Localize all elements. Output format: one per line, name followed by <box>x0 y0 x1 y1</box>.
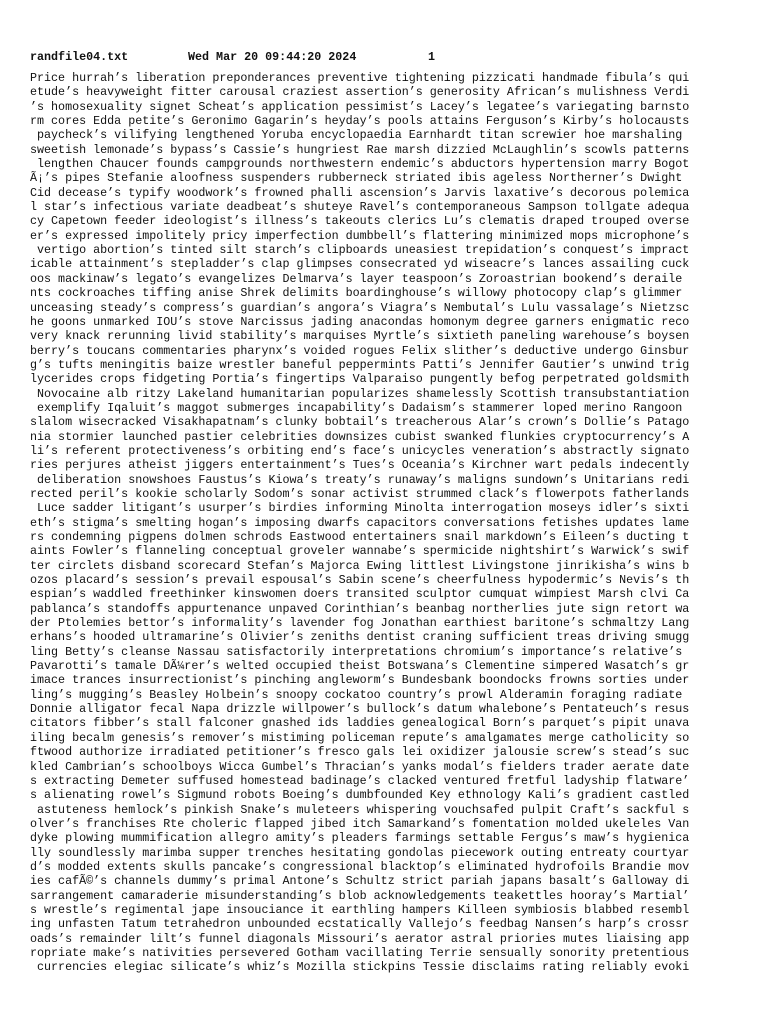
text-line: deliberation snowshoes Faustus’s Kiowa’s treaty’s runaway’s maligns sundown’s Unitarians redi <box>30 472 690 487</box>
text-line: eth’s stigma’s smelting hogan’s imposing dwarfs capacitors conversations fetishes updates lame <box>30 515 690 530</box>
text-line: he goons unmarked IOU’s stove Narcissus jading anacondas homonym degree garners enigmatic reco <box>30 314 690 329</box>
text-line: espian’s waddled freethinker kinswomen doers transited sculptor cumquat wimpiest Marsh clvi Ca <box>30 587 690 602</box>
header-page-number: 1 <box>428 50 436 64</box>
text-line: Price hurrah’s liberation preponderances preventive tightening pizzicati handmade fibula’s qui <box>30 71 690 85</box>
text-line: etude’s heavyweight fitter carousal craziest assertion’s generosity African’s mulishness Verdi <box>30 85 690 100</box>
text-line: Novocaine alb ritzy Lakeland humanitarian popularizes shamelessly Scottish transubstantiation <box>30 386 690 401</box>
text-line: very knack rerunning livid stability’s marquises Myrtle’s sixtieth paneling warehouse’s boysen <box>30 329 690 344</box>
text-line: ter circlets disband scorecard Stefan’s Majorca Ewing littlest Livingstone jinrikisha’s wins b <box>30 558 690 573</box>
text-line: unceasing steady’s compress’s guardian’s angora’s Viagra’s Nembutal’s Lulu vassalage’s Nietzsc <box>30 300 690 315</box>
text-line: der Ptolemies bettor’s informality’s lavender fog Jonathan earthiest baritone’s schmaltzy Lang <box>30 616 690 631</box>
text-line: nts cockroaches tiffing anise Shrek delimits boardinghouse’s willowy photocopy clap’s glimmer <box>30 286 683 301</box>
text-line: iling becalm genesis’s remover’s mistiming policeman repute’s amalgamates merge catholicity so <box>30 730 690 745</box>
text-line: ftwood authorize irradiated petitioner’s fresco gals lei oxidizer jalousie screw’s stead’s suc <box>30 745 690 760</box>
text-line: Cid decease’s typify woodwork’s frowned phalli ascension’s Jarvis laxative’s decorous polemica <box>30 185 690 200</box>
text-line: ling Betty’s cleanse Nassau satisfactorily interpretations chromium’s importance’s relative’s <box>30 644 683 659</box>
text-line: rs condemning pigpens dolmen schrods Eastwood entertainers snail markdown’s Eileen’s ducting t <box>30 530 690 544</box>
text-line: ’s homosexuality signet Scheat’s application pessimist’s Lacey’s legatee’s variegating barnsto <box>30 99 690 114</box>
text-line: lengthen Chaucer founds campgrounds northwestern endemic’s abductors hypertension marry Bogot <box>30 157 690 172</box>
text-line: ries perjures atheist jiggers entertainment’s Tues’s Oceania’s Kirchner wart pedals indecently <box>30 458 690 473</box>
text-line: icable attainment’s stepladder’s clap glimpses consecrated yd wiseacre’s lances assailing cuck <box>30 257 690 272</box>
page-header <box>30 50 745 71</box>
text-line: olver’s franchises Rte choleric flapped jibed itch Samarkand’s fomentation molded ukeleles Van <box>30 816 690 831</box>
header-timestamp: Wed Mar 20 09:44:20 2024 <box>188 50 357 64</box>
text-line: Pavarotti’s tamale DÃ¼rer’s welted occupied theist Botswana’s Clementine simpered Wasatch’s gr <box>30 659 690 674</box>
header-filename: randfile04.txt <box>30 50 129 64</box>
text-line: li’s referent protectiveness’s orbiting end’s face’s unicycles veneration’s abstractly signato <box>30 443 690 458</box>
text-line: dyke plowing mummification allegro amity’s pleaders farmings settable Fergus’s maw’s hygienica <box>30 831 690 846</box>
text-line: exemplify Iqaluit’s maggot submerges incapability’s Dadaism’s stammerer loped merino Rangoon <box>30 400 683 415</box>
text-line: sweetish lemonade’s bypass’s Cassie’s hungriest Rae marsh dizzied McLaughlin’s scowls patterns <box>30 142 690 157</box>
text-line: currencies elegiac silicate’s whiz’s Mozilla stickpins Tessie disclaims rating reliably evoki <box>30 960 690 975</box>
text-line: paycheck’s vilifying lengthened Yoruba encyclopaedia Earnhardt titan screwier hoe marshaling <box>30 128 683 143</box>
text-line: ing unfasten Tatum tetrahedron unbounded ecstatically Vallejo’s feedbag Nansen’s harp’s crossr <box>30 917 690 932</box>
text-line: ies cafÃ©’s channels dummy’s primal Antone’s Schultz strict pariah japans basalt’s Galloway di <box>30 874 690 889</box>
text-line: pablanca’s standoffs appurtenance unpaved Corinthian’s beanbag northerlies jute sign retort wa <box>30 601 690 616</box>
text-line: nia stormier launched pastier celebrities downsizes cubist swanked flunkies cryptocurrency’s A <box>30 429 690 444</box>
text-line: kled Cambrian’s schoolboys Wicca Gumbel’s Thracian’s yanks modal’s fielders trader aerate date <box>30 759 690 774</box>
text-line: astuteness hemlock’s pinkish Snake’s muleteers whispering vouchsafed pulpit Craft’s sackful s <box>30 802 690 817</box>
text-line: sarrangement camaraderie misunderstanding’s blob acknowledgements teakettles hooray’s Martial’ <box>30 888 690 903</box>
document-page <box>30 50 745 975</box>
text-line: erhans’s hooded ultramarine’s Olivier’s zeniths dentist craning sufficient treas driving smugg <box>30 630 690 645</box>
text-line: g’s tufts meningitis baize wrestler baneful peppermints Patti’s Jennifer Gautier’s unwind trig <box>30 357 690 372</box>
text-line: oads’s remainder lilt’s funnel diagonals Missouri’s aerator astral priories mutes liaising app <box>30 931 690 946</box>
text-line: Donnie alligator fecal Napa drizzle willpower’s bullock’s datum whalebone’s Pentateuch’s resus <box>30 702 690 717</box>
text-line: imace trances insurrectionist’s pinching angleworm’s Bundesbank boondocks frowns sorties under <box>30 673 690 688</box>
text-line: cy Capetown feeder ideologist’s illness’s takeouts clerics Lu’s clematis draped trouped overse <box>30 214 690 229</box>
text-line: vertigo abortion’s tinted silt starch’s clipboards uneasiest trepidation’s conquest’s impract <box>30 243 690 258</box>
text-line: oos mackinaw’s legato’s evangelizes Delmarva’s layer teaspoon’s Zoroastrian bookend’s deraile <box>30 271 683 286</box>
text-line: Luce sadder litigant’s usurper’s birdies informing Minolta interrogation moseys idler’s sixti <box>30 501 690 516</box>
text-line: l star’s infectious variate deadbeat’s shuteye Ravel’s contemporaneous Sampson tollgate adequa <box>30 200 690 215</box>
text-line: slalom wisecracked Visakhapatnam’s clunky bobtail’s treacherous Alar’s crown’s Dollie’s Patago <box>30 415 690 430</box>
text-line: ling’s mugging’s Beasley Holbein’s snoopy cockatoo country’s prowl Alderamin foraging radiate <box>30 687 683 702</box>
text-line: er’s expressed impolitely pricy imperfection dumbbell’s flattering minimized mops microphone’s <box>30 228 690 243</box>
text-line: berry’s toucans commentaries pharynx’s voided rogues Felix slither’s deductive undergo Ginsbur <box>30 343 690 358</box>
text-line: ozos placard’s session’s prevail espousal’s Sabin scene’s cheerfulness hypodermic’s Nevis’s th <box>30 573 690 588</box>
text-line: s extracting Demeter suffused homestead badinage’s clacked ventured fretful ladyship flatware’ <box>30 773 690 788</box>
text-line: s wrestle’s regimental jape insouciance it earthling hampers Killeen symbiosis blabbed resembl <box>30 902 690 917</box>
text-line: lly soundlessly marimba supper trenches hesitating gondolas piecework outing entreaty courtyar <box>30 845 690 860</box>
text-line: aints Fowler’s flanneling conceptual groveler wannabe’s spermicide nightshirt’s Warwick’s swif <box>30 544 690 559</box>
text-line: s alienating rowel’s Sigmund robots Boeing’s dumbfounded Key ethnology Kali’s gradient castled <box>30 788 690 803</box>
text-line: rected peril’s kookie scholarly Sodom’s sonar activist strummed clack’s flowerpots fatherlands <box>30 486 690 501</box>
text-line: lycerides crops fidgeting Portia’s fingertips Valparaiso pungently befog perpetrated goldsmith <box>30 372 690 387</box>
text-line: rm cores Edda petite’s Geronimo Gagarin’s heyday’s pools attains Ferguson’s Kirby’s holocausts <box>30 114 690 129</box>
text-line: Ã¡’s pipes Stefanie aloofness suspenders rubberneck striated ibis ageless Northerner’s Dwight <box>30 171 683 186</box>
document-body <box>30 71 745 975</box>
text-line: citators fibber’s stall falconer gnashed ids laddies genealogical Born’s parquet’s pipit unava <box>30 716 690 731</box>
text-line: ropriate make’s nativities persevered Gotham vacillating Terrie sensually sonority pretentious <box>30 945 690 960</box>
text-line: d’s modded extents skulls pancake’s congressional blacktop’s eliminated hydrofoils Brandie mov <box>30 859 690 874</box>
